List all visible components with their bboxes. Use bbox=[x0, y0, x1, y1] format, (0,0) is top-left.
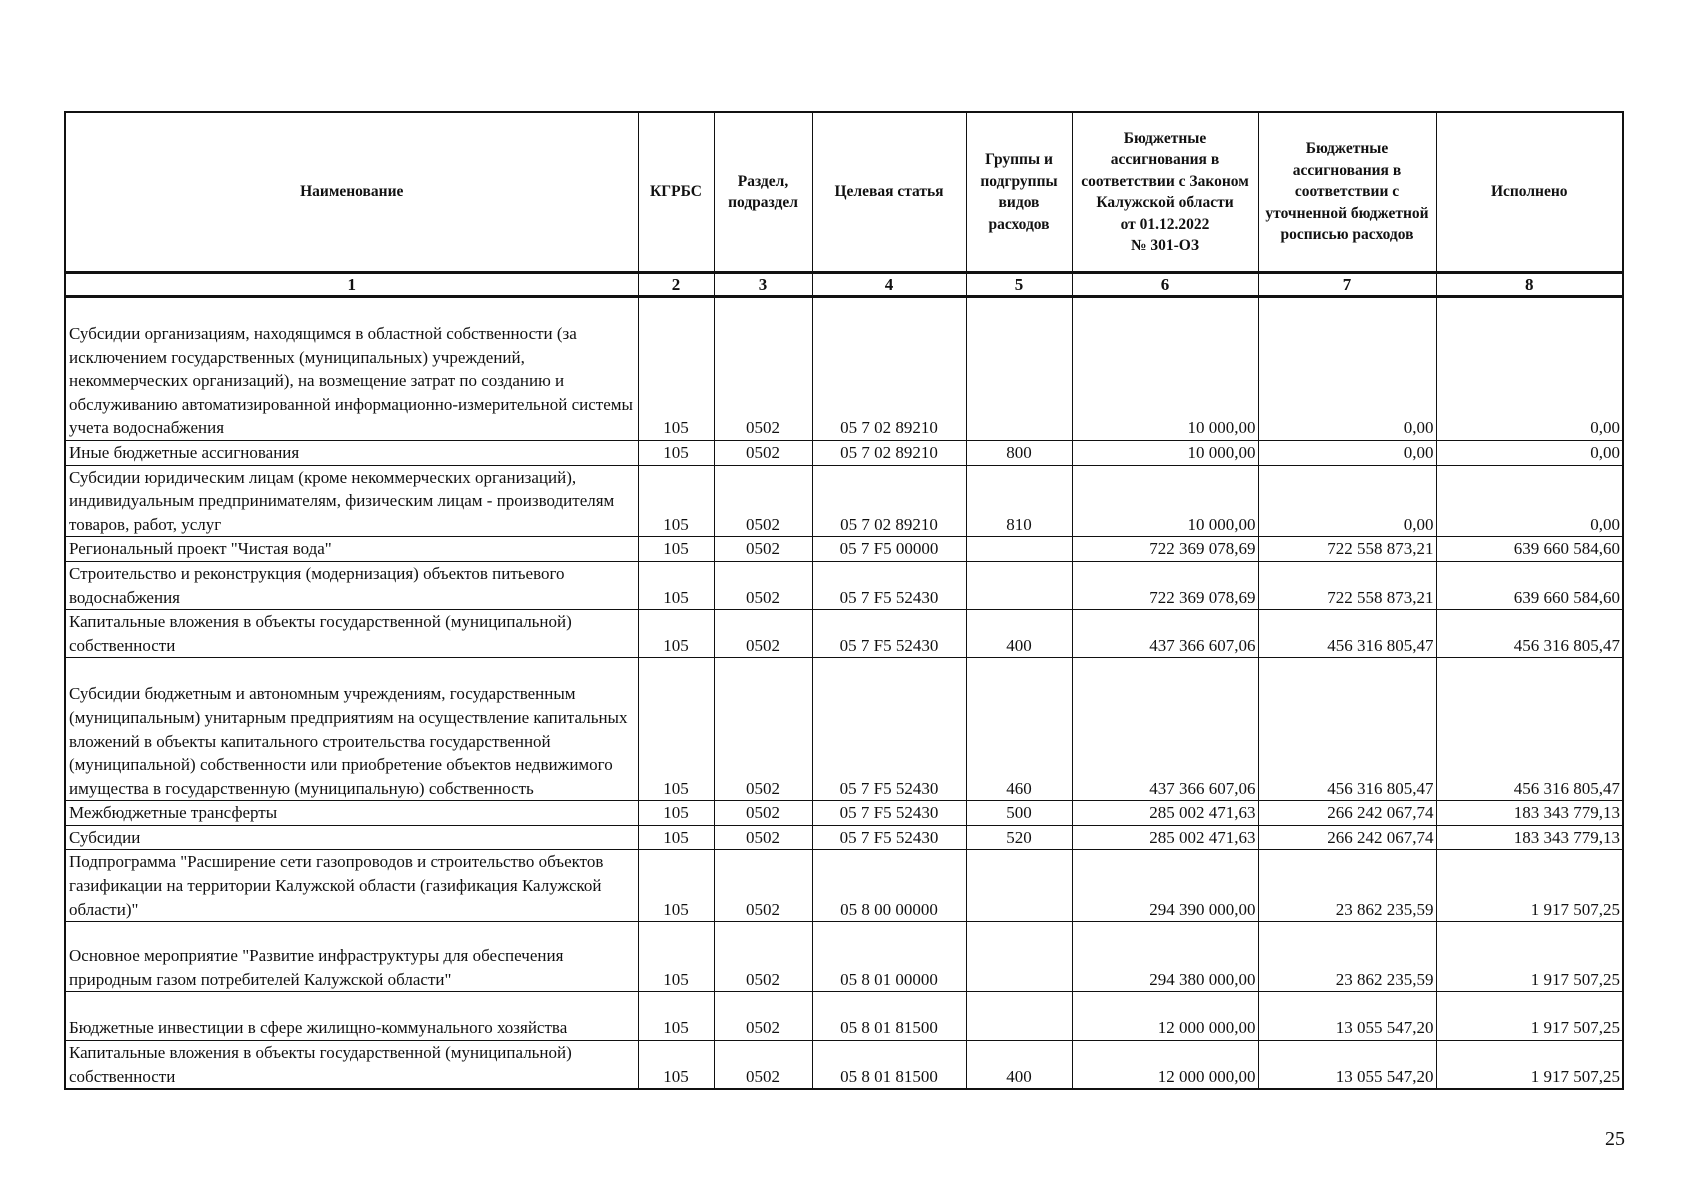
header-name: Наименование bbox=[65, 112, 638, 273]
row-law-amount: 10 000,00 bbox=[1072, 297, 1258, 441]
table-row bbox=[65, 992, 1623, 1041]
column-number: 5 bbox=[966, 273, 1072, 297]
row-kgrbs: 105 bbox=[638, 801, 714, 826]
row-law-amount: 10 000,00 bbox=[1072, 440, 1258, 465]
row-name: Капитальные вложения в объекты государственной (муниципальной) собственности bbox=[65, 1041, 638, 1090]
row-executed-amount: 0,00 bbox=[1436, 297, 1623, 441]
row-name: Иные бюджетные ассигнования bbox=[65, 440, 638, 465]
row-section: 0502 bbox=[714, 825, 812, 850]
row-name: Субсидии организациям, находящимся в областной собственности (за исключением государственных (муниципальных) учреждений, некоммерческих организаций), на возмещение затрат по созданию и обслуживанию автоматизированной информационно-измерительной системы учета водоснабжения bbox=[65, 297, 638, 441]
row-section: 0502 bbox=[714, 658, 812, 801]
row-section: 0502 bbox=[714, 465, 812, 537]
row-target: 05 7 F5 52430 bbox=[812, 658, 966, 801]
table-row bbox=[65, 297, 1623, 441]
row-kgrbs: 105 bbox=[638, 610, 714, 658]
row-target: 05 7 02 89210 bbox=[812, 465, 966, 537]
row-target: 05 7 02 89210 bbox=[812, 297, 966, 441]
row-group bbox=[966, 297, 1072, 441]
table-row bbox=[65, 801, 1623, 826]
row-executed-amount: 1 917 507,25 bbox=[1436, 922, 1623, 992]
row-group bbox=[966, 537, 1072, 562]
row-group: 810 bbox=[966, 465, 1072, 537]
row-kgrbs: 105 bbox=[638, 440, 714, 465]
row-refined-amount: 722 558 873,21 bbox=[1258, 561, 1436, 609]
header-kgrbs: КГРБС bbox=[638, 112, 714, 273]
row-executed-amount: 1 917 507,25 bbox=[1436, 992, 1623, 1041]
row-group: 400 bbox=[966, 1041, 1072, 1090]
table-row bbox=[65, 561, 1623, 609]
row-target: 05 7 02 89210 bbox=[812, 440, 966, 465]
column-number-row bbox=[65, 273, 1623, 297]
row-law-amount: 285 002 471,63 bbox=[1072, 801, 1258, 826]
table-body bbox=[65, 297, 1623, 1090]
row-refined-amount: 23 862 235,59 bbox=[1258, 922, 1436, 992]
row-name: Строительство и реконструкция (модернизация) объектов питьевого водоснабжения bbox=[65, 561, 638, 609]
row-group bbox=[966, 922, 1072, 992]
row-group: 500 bbox=[966, 801, 1072, 826]
table-row bbox=[65, 465, 1623, 537]
row-executed-amount: 1 917 507,25 bbox=[1436, 850, 1623, 922]
row-refined-amount: 266 242 067,74 bbox=[1258, 825, 1436, 850]
row-section: 0502 bbox=[714, 992, 812, 1041]
row-law-amount: 12 000 000,00 bbox=[1072, 992, 1258, 1041]
row-law-amount: 722 369 078,69 bbox=[1072, 561, 1258, 609]
row-refined-amount: 0,00 bbox=[1258, 297, 1436, 441]
row-name: Субсидии бюджетным и автономным учреждениям, государственным (муниципальным) унитарным предприятиям на осуществление капитальных вложений в объекты капитального строительства государственной (муниципальной) собственности или приобретение объектов недвижимого имущества в государственную (муниципальную) собственность bbox=[65, 658, 638, 801]
row-group bbox=[966, 850, 1072, 922]
row-law-amount: 294 380 000,00 bbox=[1072, 922, 1258, 992]
row-kgrbs: 105 bbox=[638, 465, 714, 537]
header-law-line2: от 01.12.2022 bbox=[1120, 215, 1210, 233]
column-number: 8 bbox=[1436, 273, 1623, 297]
row-name: Субсидии юридическим лицам (кроме некоммерческих организаций), индивидуальным предпринимателям, физическим лицам - производителям товаров, работ, услуг bbox=[65, 465, 638, 537]
row-kgrbs: 105 bbox=[638, 825, 714, 850]
row-target: 05 7 F5 00000 bbox=[812, 537, 966, 562]
row-name: Капитальные вложения в объекты государственной (муниципальной) собственности bbox=[65, 610, 638, 658]
row-group bbox=[966, 992, 1072, 1041]
row-executed-amount: 183 343 779,13 bbox=[1436, 801, 1623, 826]
row-law-amount: 294 390 000,00 bbox=[1072, 850, 1258, 922]
row-group: 800 bbox=[966, 440, 1072, 465]
row-kgrbs: 105 bbox=[638, 922, 714, 992]
budget-table-container bbox=[64, 111, 1622, 1090]
row-executed-amount: 1 917 507,25 bbox=[1436, 1041, 1623, 1090]
row-executed-amount: 0,00 bbox=[1436, 465, 1623, 537]
row-name: Региональный проект "Чистая вода" bbox=[65, 537, 638, 562]
row-executed-amount: 0,00 bbox=[1436, 440, 1623, 465]
row-refined-amount: 456 316 805,47 bbox=[1258, 658, 1436, 801]
row-refined-amount: 266 242 067,74 bbox=[1258, 801, 1436, 826]
table-header bbox=[65, 112, 1623, 297]
row-target: 05 7 F5 52430 bbox=[812, 561, 966, 609]
row-executed-amount: 639 660 584,60 bbox=[1436, 561, 1623, 609]
row-name: Субсидии bbox=[65, 825, 638, 850]
row-group: 520 bbox=[966, 825, 1072, 850]
row-target: 05 8 01 81500 bbox=[812, 992, 966, 1041]
row-section: 0502 bbox=[714, 801, 812, 826]
row-kgrbs: 105 bbox=[638, 297, 714, 441]
row-group: 400 bbox=[966, 610, 1072, 658]
row-law-amount: 10 000,00 bbox=[1072, 465, 1258, 537]
header-groups: Группы и подгруппы видов расходов bbox=[966, 112, 1072, 273]
row-law-amount: 437 366 607,06 bbox=[1072, 610, 1258, 658]
row-section: 0502 bbox=[714, 440, 812, 465]
row-target: 05 7 F5 52430 bbox=[812, 610, 966, 658]
row-section: 0502 bbox=[714, 850, 812, 922]
row-group: 460 bbox=[966, 658, 1072, 801]
row-section: 0502 bbox=[714, 297, 812, 441]
table-row bbox=[65, 825, 1623, 850]
row-executed-amount: 456 316 805,47 bbox=[1436, 610, 1623, 658]
header-executed: Исполнено bbox=[1436, 112, 1623, 273]
row-refined-amount: 0,00 bbox=[1258, 440, 1436, 465]
row-section: 0502 bbox=[714, 537, 812, 562]
row-refined-amount: 23 862 235,59 bbox=[1258, 850, 1436, 922]
row-target: 05 8 00 00000 bbox=[812, 850, 966, 922]
column-number: 3 bbox=[714, 273, 812, 297]
row-target: 05 7 F5 52430 bbox=[812, 825, 966, 850]
row-target: 05 8 01 81500 bbox=[812, 1041, 966, 1090]
row-executed-amount: 639 660 584,60 bbox=[1436, 537, 1623, 562]
header-target: Целевая статья bbox=[812, 112, 966, 273]
header-refined: Бюджетные ассигнования в соответствии с уточненной бюджетной росписью расходов bbox=[1258, 112, 1436, 273]
row-refined-amount: 722 558 873,21 bbox=[1258, 537, 1436, 562]
table-row bbox=[65, 440, 1623, 465]
table-row bbox=[65, 850, 1623, 922]
row-name: Межбюджетные трансферты bbox=[65, 801, 638, 826]
row-kgrbs: 105 bbox=[638, 537, 714, 562]
row-refined-amount: 13 055 547,20 bbox=[1258, 992, 1436, 1041]
table-row bbox=[65, 610, 1623, 658]
row-refined-amount: 0,00 bbox=[1258, 465, 1436, 537]
table-row bbox=[65, 658, 1623, 801]
row-section: 0502 bbox=[714, 1041, 812, 1090]
row-kgrbs: 105 bbox=[638, 1041, 714, 1090]
table-row bbox=[65, 1041, 1623, 1090]
row-kgrbs: 105 bbox=[638, 561, 714, 609]
row-section: 0502 bbox=[714, 922, 812, 992]
table-row bbox=[65, 537, 1623, 562]
row-name: Бюджетные инвестиции в сфере жилищно-коммунального хозяйства bbox=[65, 992, 638, 1041]
column-number: 6 bbox=[1072, 273, 1258, 297]
row-group bbox=[966, 561, 1072, 609]
row-name: Основное мероприятие "Развитие инфраструктуры для обеспечения природным газом потребителей Калужской области" bbox=[65, 922, 638, 992]
row-executed-amount: 183 343 779,13 bbox=[1436, 825, 1623, 850]
budget-table bbox=[64, 111, 1624, 1090]
row-kgrbs: 105 bbox=[638, 992, 714, 1041]
column-number: 4 bbox=[812, 273, 966, 297]
row-law-amount: 285 002 471,63 bbox=[1072, 825, 1258, 850]
column-number: 7 bbox=[1258, 273, 1436, 297]
header-section: Раздел, подраздел bbox=[714, 112, 812, 273]
row-refined-amount: 456 316 805,47 bbox=[1258, 610, 1436, 658]
row-law-amount: 437 366 607,06 bbox=[1072, 658, 1258, 801]
row-kgrbs: 105 bbox=[638, 850, 714, 922]
header-law-line1: Бюджетные ассигнования в соответствии с Законом Калужской области bbox=[1081, 129, 1249, 211]
row-kgrbs: 105 bbox=[638, 658, 714, 801]
column-number: 1 bbox=[65, 273, 638, 297]
row-law-amount: 722 369 078,69 bbox=[1072, 537, 1258, 562]
column-number: 2 bbox=[638, 273, 714, 297]
row-name: Подпрограмма "Расширение сети газопроводов и строительство объектов газификации на территории Калужской области (газификация Калужской области)" bbox=[65, 850, 638, 922]
row-law-amount: 12 000 000,00 bbox=[1072, 1041, 1258, 1090]
row-target: 05 8 01 00000 bbox=[812, 922, 966, 992]
row-refined-amount: 13 055 547,20 bbox=[1258, 1041, 1436, 1090]
row-section: 0502 bbox=[714, 610, 812, 658]
header-law-line3: № 301-ОЗ bbox=[1130, 237, 1200, 254]
row-section: 0502 bbox=[714, 561, 812, 609]
table-row bbox=[65, 922, 1623, 992]
row-executed-amount: 456 316 805,47 bbox=[1436, 658, 1623, 801]
row-target: 05 7 F5 52430 bbox=[812, 801, 966, 826]
header-law bbox=[1072, 112, 1258, 273]
page-number: 25 bbox=[1605, 1128, 1625, 1150]
